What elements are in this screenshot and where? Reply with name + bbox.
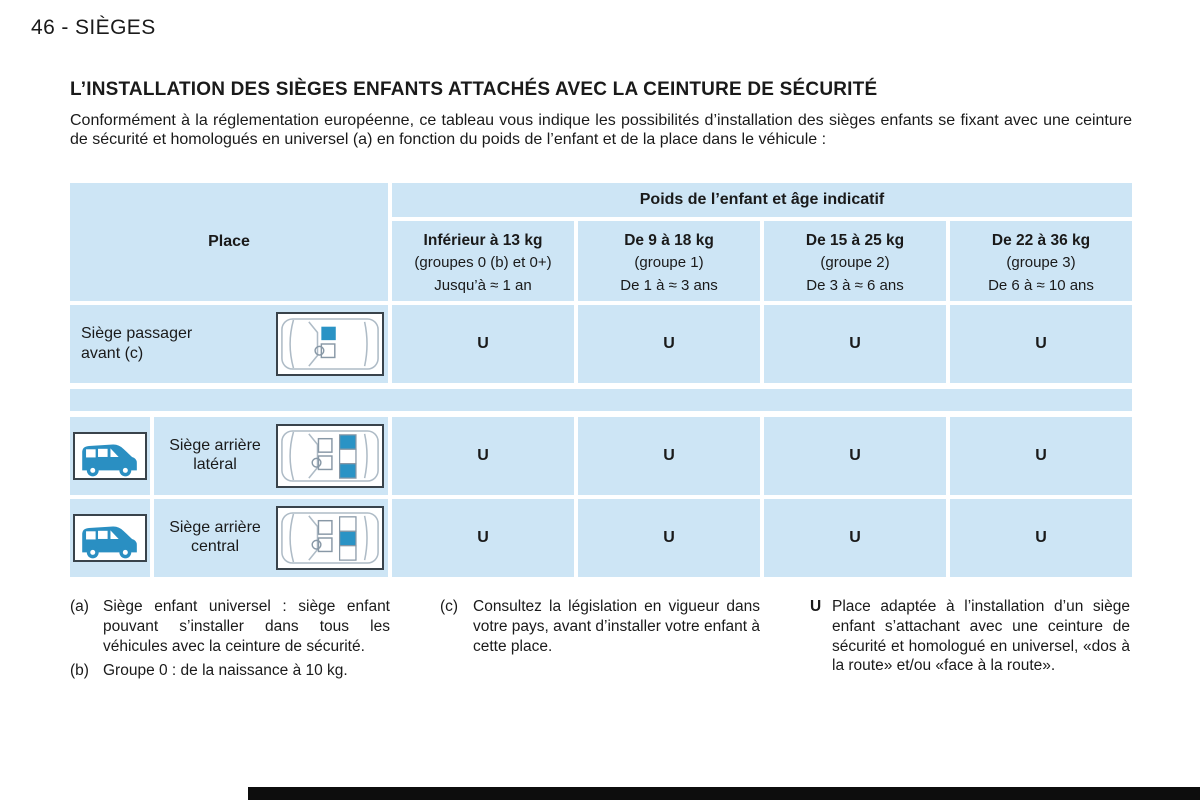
footnote-marker: U: [810, 598, 822, 615]
car-topview-rear-central-icon: [276, 506, 384, 570]
column-header-1: [578, 221, 760, 301]
footnote-a: [70, 597, 390, 656]
footnote-marker: (a): [70, 598, 89, 615]
footnote-marker: (b): [70, 662, 89, 680]
page-title: L’INSTALLATION DES SIÈGES ENFANTS ATTACHÉS AVEC LA CEINTURE DE SÉCURITÉ: [70, 79, 878, 100]
footnote-b: [70, 661, 390, 681]
value-cell: U: [950, 499, 1132, 577]
place-header-label: Place: [208, 233, 250, 250]
value-cell: U: [392, 417, 574, 495]
row-label: Siège passager avant (c): [81, 325, 193, 362]
age-label: De 6 à ≈ 10 ans: [988, 276, 1094, 294]
value-cell: U: [578, 305, 760, 383]
value-cell: U: [578, 417, 760, 495]
age-label: Jusqu’à ≈ 1 an: [434, 276, 532, 294]
weight-label: De 22 à 36 kg: [991, 232, 1091, 249]
van-cell: [70, 417, 150, 495]
place-header-cell: [70, 183, 388, 301]
group-label: (groupe 3): [1006, 254, 1076, 272]
group-label: (groupe 1): [634, 254, 704, 272]
weight-header-area: [392, 183, 1132, 301]
page-bottom-bar: [248, 787, 1200, 800]
value-cell: U: [392, 305, 574, 383]
footnote-text: Siège enfant universel : siège enfant pouvant s’installer dans tous les véhicules avec la ceinture de sécurité.: [103, 598, 390, 655]
row-label: Siège arrière central: [169, 519, 261, 555]
group-header-label: Poids de l’enfant et âge indicatif: [639, 191, 885, 208]
rear-central-label-cell: [154, 499, 388, 577]
table-header-band: [70, 183, 1132, 301]
car-topview-rear-lateral-icon: [276, 424, 384, 488]
row-front-passenger: [70, 305, 1132, 383]
footnote-u: [810, 597, 1130, 676]
footnote-text: Place adaptée à l’installation d’un siège enfant s’attachant avec une ceinture de sécurité et homologué en universel, «dos à la route» et/ou «face à la route».: [832, 598, 1130, 675]
value-cell: U: [950, 305, 1132, 383]
van-cell: [70, 499, 150, 577]
footnote-column-1: [70, 597, 390, 681]
weight-label: De 9 à 18 kg: [624, 232, 714, 249]
van-side-icon: [73, 514, 147, 562]
weight-label: Inférieur à 13 kg: [423, 232, 543, 249]
intro-paragraph: Conformément à la réglementation européenne, ce tableau vous indique les possibilités d’installation des sièges enfants se fixant avec une ceinture de sécurité et homologués en universel (a) en fonction du poids de l’enfant et de la place dans le véhicule :: [70, 112, 1132, 149]
column-header-3: [950, 221, 1132, 301]
front-passenger-label-cell: [70, 305, 388, 383]
van-svg: [76, 515, 144, 561]
value-cell: U: [764, 499, 946, 577]
footnote-text: Consultez la législation en vigueur dans votre pays, avant d’installer votre enfant à cette place.: [473, 598, 760, 655]
value-cell: U: [392, 499, 574, 577]
column-header-2: [764, 221, 946, 301]
child-seat-table: [70, 183, 1132, 577]
spacer-row: [70, 389, 1132, 411]
value-cell: U: [578, 499, 760, 577]
van-side-icon: [73, 432, 147, 480]
value-cell: U: [764, 417, 946, 495]
group-header-cell: [392, 183, 1132, 217]
age-label: De 3 à ≈ 6 ans: [806, 276, 904, 294]
row-label: Siège arrière latéral: [169, 437, 261, 473]
footnote-text: Groupe 0 : de la naissance à 10 kg.: [103, 662, 348, 680]
van-svg: [76, 433, 144, 479]
car-topview-svg: [280, 427, 380, 485]
footnote-column-3: [810, 597, 1130, 681]
age-label: De 1 à ≈ 3 ans: [620, 276, 718, 294]
weight-label: De 15 à 25 kg: [805, 232, 905, 249]
footnotes: [70, 597, 1132, 681]
car-topview-svg: [280, 509, 380, 567]
footnote-marker: (c): [440, 598, 459, 615]
group-label: (groupe 2): [820, 254, 890, 272]
row-rear-lateral: [70, 417, 1132, 495]
value-cell: U: [950, 417, 1132, 495]
row-rear-central: [70, 499, 1132, 577]
column-headers: [392, 221, 1132, 301]
car-topview-front-passenger-icon: [276, 312, 384, 376]
group-label: (groupes 0 (b) et 0+): [414, 254, 552, 272]
value-cell: U: [764, 305, 946, 383]
rear-lateral-label-cell: [154, 417, 388, 495]
car-topview-svg: [280, 315, 380, 373]
footnote-column-2: [440, 597, 760, 681]
page-header: 46 - SIÈGES: [31, 16, 156, 39]
column-header-0: [392, 221, 574, 301]
footnote-c: [440, 597, 760, 656]
